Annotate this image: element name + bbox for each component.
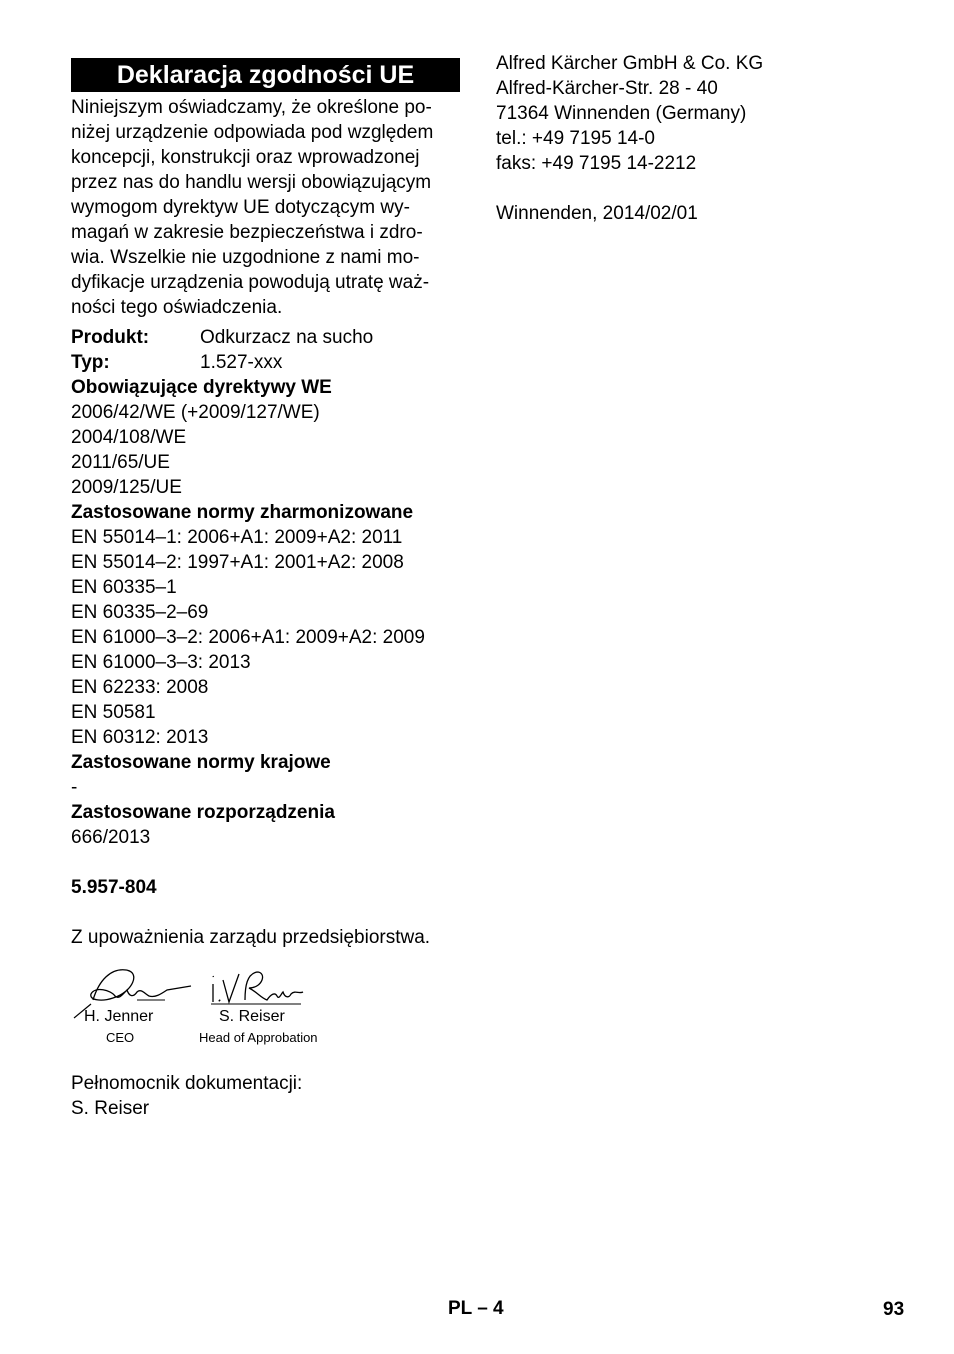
company-line: Alfred-Kärcher-Str. 28 - 40 [496, 78, 718, 99]
intro-line: przez nas do handlu wersji obowiązującym [71, 172, 432, 193]
intro-paragraph [71, 95, 463, 320]
signature-reiser-icon [209, 966, 305, 1010]
signatory-role: CEO [106, 1030, 135, 1045]
directive-item: 2004/108/WE [71, 427, 187, 448]
product-row [71, 325, 463, 350]
company-line: Alfred Kärcher GmbH & Co. KG [496, 53, 764, 74]
directive-item: 2011/65/UE [71, 452, 170, 473]
harmonized-item: EN 61000–3–3: 2013 [71, 652, 251, 673]
signatory-name: H. Jenner [84, 1008, 154, 1025]
type-row [71, 350, 463, 375]
harmonized-item: EN 61000–3–2: 2006+A1: 2009+A2: 2009 [71, 627, 425, 648]
type-value: 1.527-xxx [200, 352, 283, 373]
page-title: Deklaracja zgodności UE [71, 58, 460, 92]
intro-line: wymogom dyrektyw UE dotyczącym wy- [71, 197, 410, 218]
intro-line: wia. Wszelkie nie uzgodnione z nami mo- [71, 247, 420, 268]
place-date: Winnenden, 2014/02/01 [496, 203, 698, 224]
intro-line: niżej urządzenie odpowiada pod względem [71, 122, 434, 143]
signatory-role: Head of Approbation [199, 1030, 318, 1045]
company-column [496, 51, 916, 226]
harmonized-heading: Zastosowane normy zharmonizowane [71, 502, 414, 523]
documentation-name: S. Reiser [71, 1098, 150, 1119]
documentation-label: Pełnomocnik dokumentacji: [71, 1073, 303, 1094]
type-label: Typ: [71, 352, 110, 373]
national-value: - [71, 777, 78, 798]
national-heading: Zastosowane normy krajowe [71, 752, 331, 773]
document-number: 5.957-804 [71, 877, 157, 898]
intro-line: ności tego oświadczenia. [71, 297, 283, 318]
harmonized-item: EN 60335–1 [71, 577, 177, 598]
authorization-text: Z upoważnienia zarządu przedsiębiorstwa. [71, 927, 431, 948]
footer-section: PL – 4 [448, 1298, 504, 1319]
signatory-name: S. Reiser [219, 1008, 285, 1025]
regulations-heading: Zastosowane rozporządzenia [71, 802, 335, 823]
company-line: faks: +49 7195 14-2212 [496, 153, 697, 174]
intro-line: Niniejszym oświadczamy, że określone po- [71, 97, 432, 118]
page-number: 93 [883, 1299, 905, 1320]
company-line: tel.: +49 7195 14-0 [496, 128, 655, 149]
harmonized-item: EN 62233: 2008 [71, 677, 209, 698]
harmonized-item: EN 60335–2–69 [71, 602, 209, 623]
signature-block [71, 960, 463, 1050]
product-value: Odkurzacz na sucho [200, 327, 374, 348]
declaration-column [71, 58, 463, 1121]
company-line: 71364 Winnenden (Germany) [496, 103, 747, 124]
regulations-value: 666/2013 [71, 827, 151, 848]
directive-item: 2006/42/WE (+2009/127/WE) [71, 402, 320, 423]
directive-item: 2009/125/UE [71, 477, 182, 498]
intro-line: magań w zakresie bezpieczeństwa i zdro- [71, 222, 423, 243]
harmonized-item: EN 50581 [71, 702, 156, 723]
harmonized-item: EN 55014–2: 1997+A1: 2001+A2: 2008 [71, 552, 404, 573]
harmonized-item: EN 55014–1: 2006+A1: 2009+A2: 2011 [71, 527, 403, 548]
product-label: Produkt: [71, 327, 150, 348]
harmonized-item: EN 60312: 2013 [71, 727, 209, 748]
directives-heading: Obowiązujące dyrektywy WE [71, 377, 332, 398]
intro-line: dyfikacje urządzenia powodują utratę waż- [71, 272, 430, 293]
intro-line: koncepcji, konstrukcji oraz wprowadzonej [71, 147, 420, 168]
